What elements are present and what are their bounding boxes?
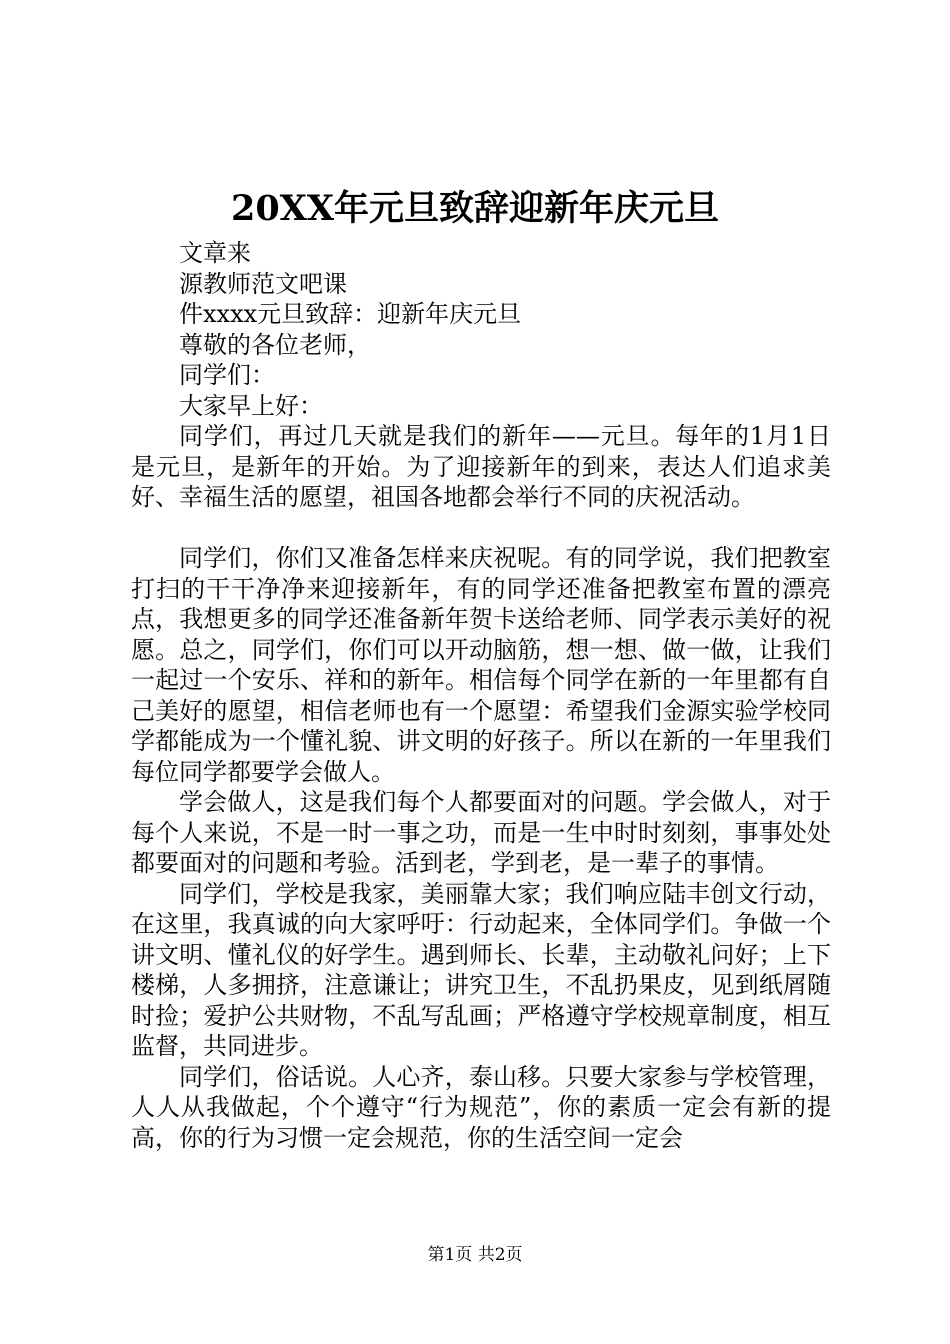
document-body [131,238,831,1153]
paragraph: 同学们，你们又准备怎样来庆祝呢。有的同学说，我们把教室打扫的干干净净来迎接新年，有的同学还准备把教室布置的漂亮点，我想更多的同学还准备新年贺卡送给老师、同学表示美好的祝愿。总之，同学们，你们可以开动脑筋，想一想、做一做，让我们一起过一个安乐、祥和的新年。相信每个同学在新的一年里都有自己美好的愿望，相信老师也有一个愿望：希望我们金源实验学校同学都能成为一个懂礼貌、讲文明的好孩子。所以在新的一年里我们每位同学都要学会做人。 [131,544,831,786]
page-footer: 第1页 共2页 [427,1245,523,1265]
header-line: 件xxxx元旦致辞：迎新年庆元旦 [179,300,522,328]
paragraph: 同学们，学校是我家，美丽靠大家；我们响应陆丰创文行动，在这里，我真诚的向大家呼吁：行动起来，全体同学们。争做一个讲文明、懂礼仪的好学生。遇到师长、长辈，主动敬礼问好；上下楼梯，人多拥挤，注意谦让；讲究卫生，不乱扔果皮，见到纸屑随时捡；爱护公共财物，不乱写乱画；严格遵守学校规章制度，相互监督，共同进步。 [131,879,831,1060]
salutation-line: 同学们： [179,361,275,389]
paragraph: 同学们，再过几天就是我们的新年——元旦。每年的1月1日是元旦，是新年的开始。为了迎接新年的到来，表达人们追求美好、幸福生活的愿望，祖国各地都会举行不同的庆祝活动。 [131,422,831,511]
document-title: 20XX年元旦致辞迎新年庆元旦 [230,188,720,229]
greeting-line: 大家早上好： [179,391,323,420]
paragraph: 同学们，俗话说。人心齐，泰山移。只要大家参与学校管理，人人从我做起，个个遵守“行为规范”，你的素质一定会有新的提高，你的行为习惯一定会规范，你的生活空间一定会 [131,1062,831,1152]
paragraph-gap [131,513,831,544]
salutation-line: 尊敬的各位老师， [179,330,371,359]
header-line: 源教师范文吧课 [179,269,347,298]
header-line: 文章来 [179,239,251,267]
paragraph: 学会做人，这是我们每个人都要面对的问题。学会做人，对于每个人来说，不是一时一事之功，而是一生中时时刻刻，事事处处都要面对的问题和考验。活到老，学到老，是一辈子的事情。 [131,788,831,877]
